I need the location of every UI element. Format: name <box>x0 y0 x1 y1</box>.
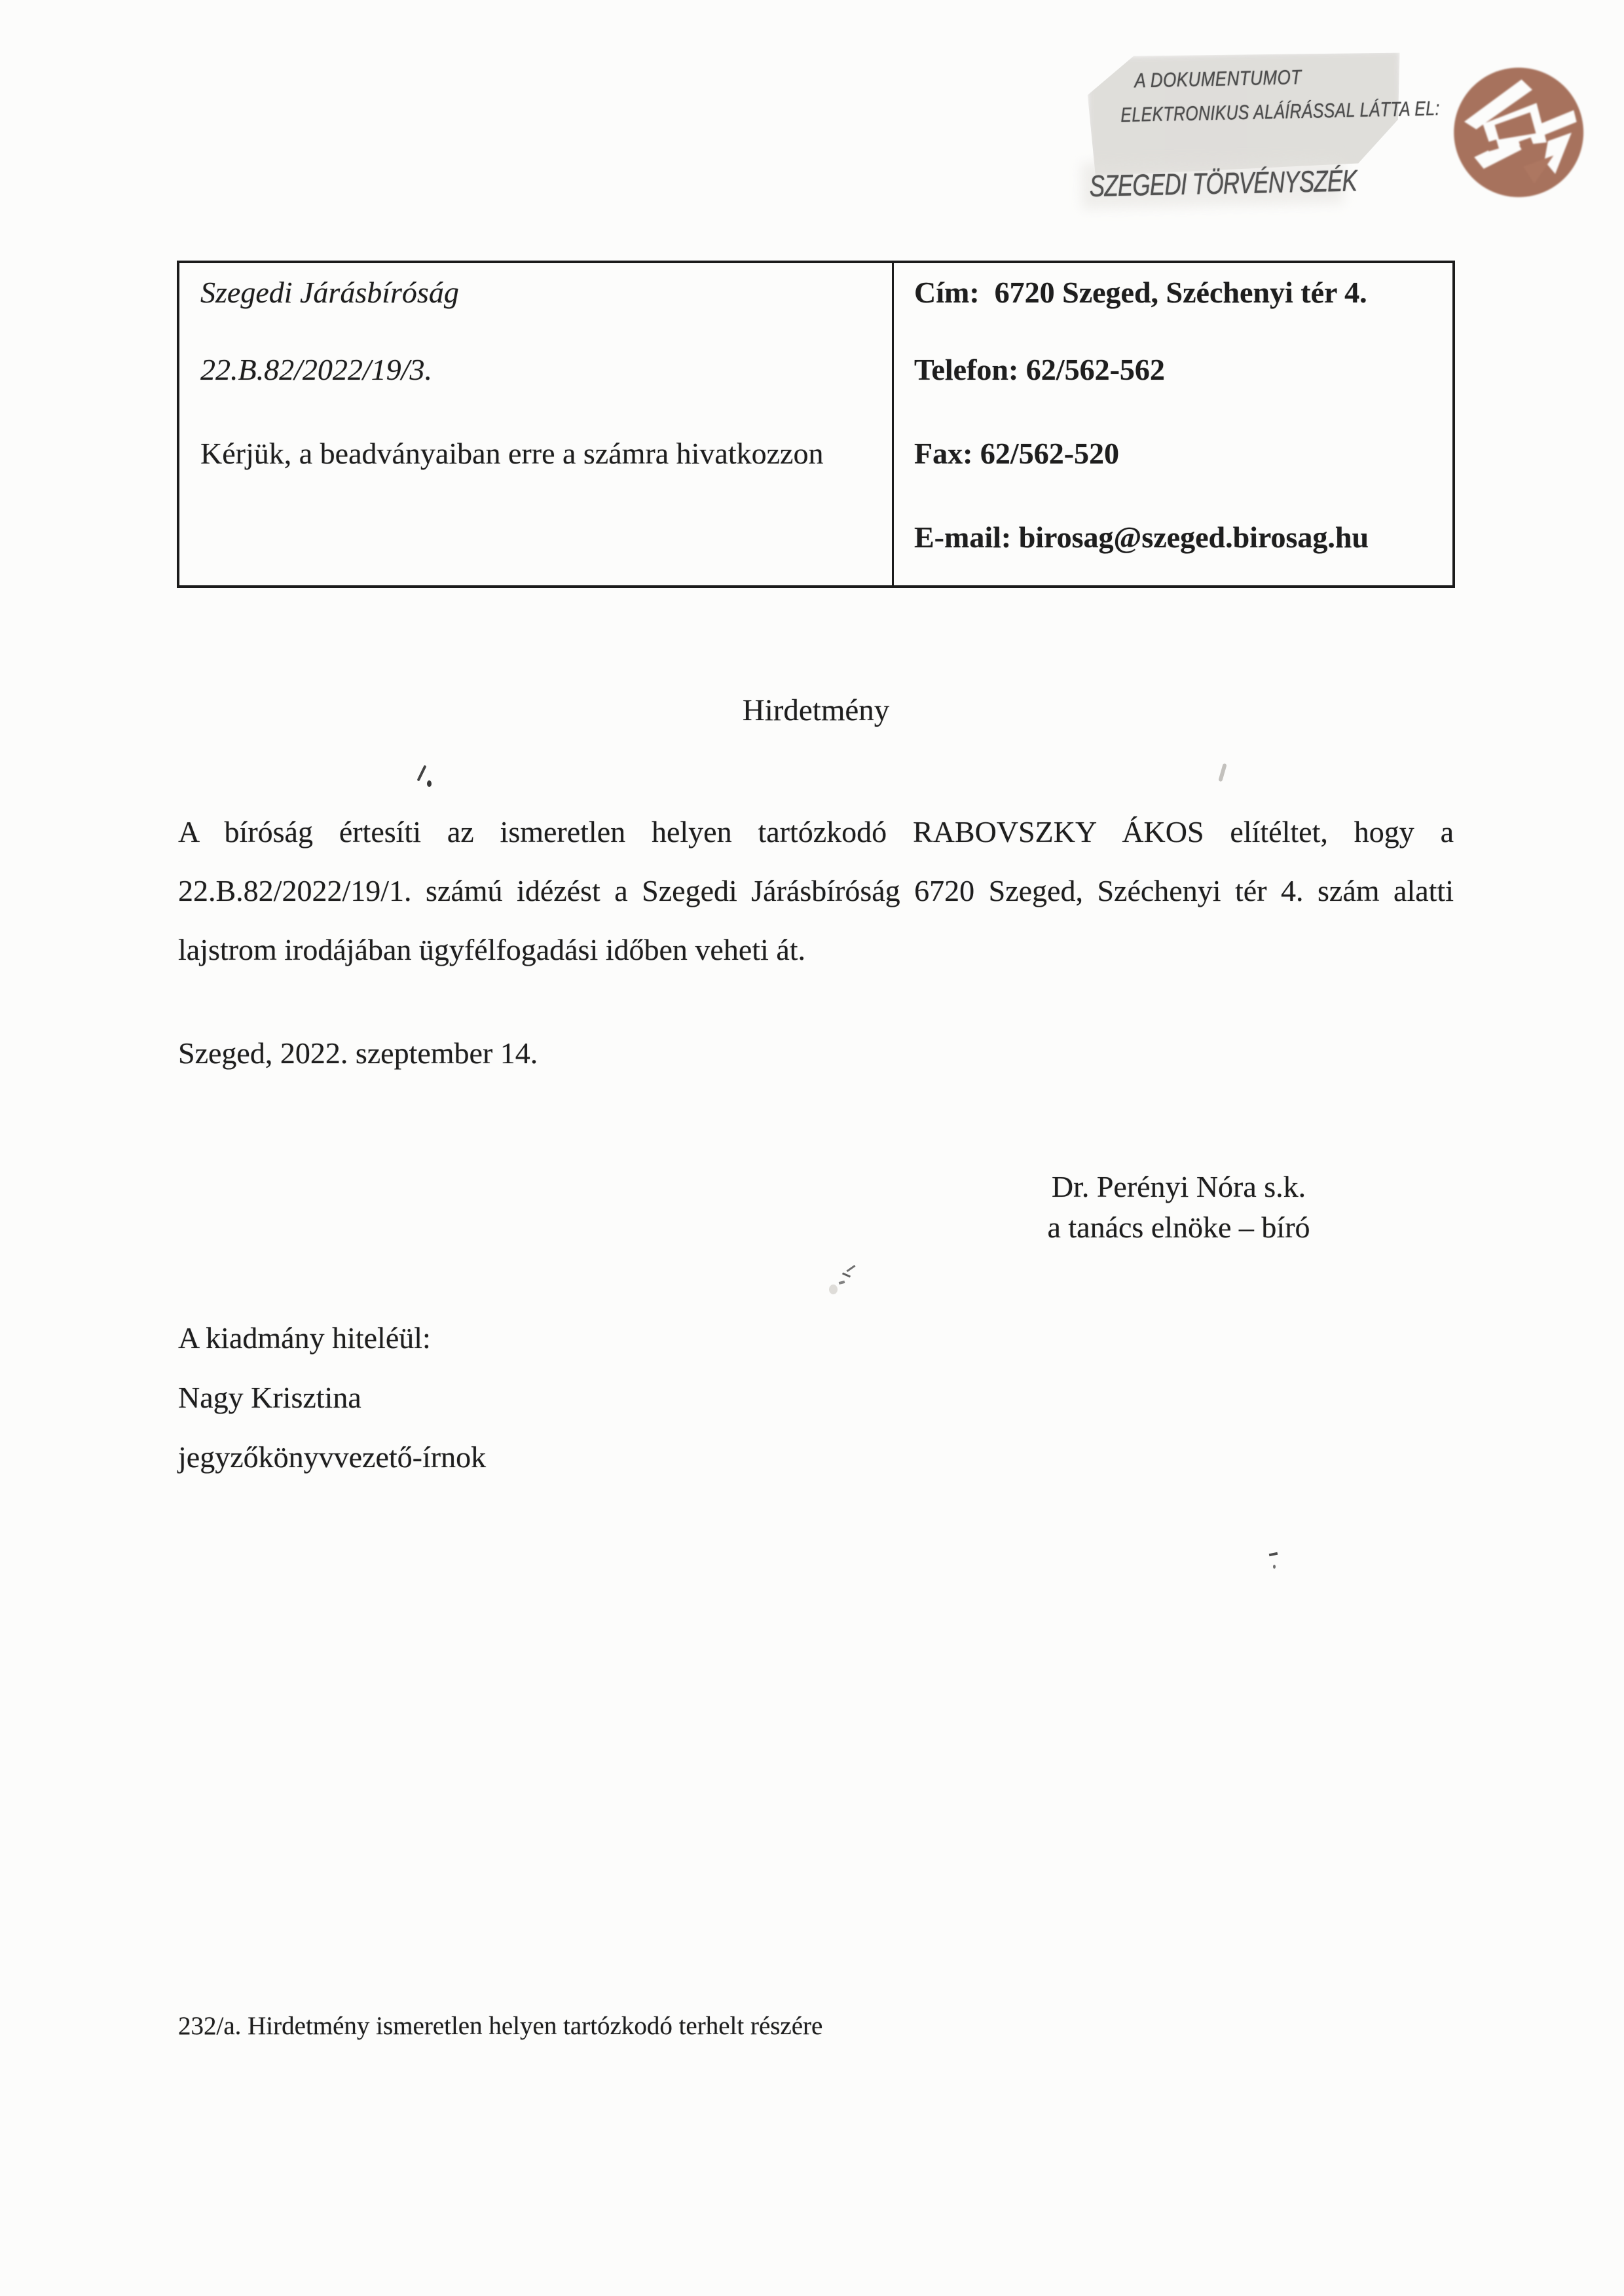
attestation-heading: A kiadmány hiteléül: <box>178 1321 431 1355</box>
notice-line-1: A bíróság értesíti az ismeretlen helyen tartózkodó RABOVSZKY ÁKOS elítéltet, hogy a <box>178 815 1454 848</box>
court-address: Cím: 6720 Szeged, Széchenyi tér 4. <box>914 276 1367 309</box>
court-header-table <box>177 261 1455 588</box>
scan-artifact <box>839 1281 845 1285</box>
scan-artifact <box>1218 763 1227 782</box>
notice-paragraph <box>178 803 1454 979</box>
court-emblem-icon <box>1447 61 1590 204</box>
reference-note: Kérjük, a beadványaiban erre a számra hivatkozzon <box>200 437 824 470</box>
date-line: Szeged, 2022. szeptember 14. <box>178 1036 538 1070</box>
clerk-name: Nagy Krisztina <box>178 1381 361 1414</box>
scan-artifact <box>829 1285 838 1294</box>
court-name: Szegedi Járásbíróság <box>200 276 459 309</box>
scan-artifact <box>1269 1552 1278 1557</box>
scan-artifact <box>417 765 427 781</box>
judge-title: a tanács elnöke – bíró <box>1047 1211 1310 1244</box>
stamp-line-2: ELEKTRONIKUS ALÁÍRÁSSAL LÁTTA EL: <box>1120 96 1441 126</box>
scan-artifact <box>846 1265 855 1272</box>
notice-line-2: 22.B.82/2022/19/1. számú idézést a Szegedi Járásbíróság 6720 Szeged, Széchenyi tér 4. szám alatti <box>178 874 1454 907</box>
stamp-court-name: SZEGEDI TÖRVÉNYSZÉK <box>1089 163 1357 203</box>
scan-artifact <box>842 1272 851 1277</box>
scan-artifact <box>427 780 432 787</box>
court-fax: Fax: 62/562-520 <box>914 437 1120 470</box>
court-phone: Telefon: 62/562-562 <box>914 353 1165 386</box>
case-number: 22.B.82/2022/19/3. <box>200 353 432 386</box>
stamp-line-1: A DOKUMENTUMOT <box>1134 65 1302 92</box>
clerk-title: jegyzőkönyvvezető-írnok <box>178 1440 487 1474</box>
court-email: E-mail: birosag@szeged.birosag.hu <box>914 520 1369 554</box>
form-number-note: 232/a. Hirdetmény ismeretlen helyen tartózkodó terhelt részére <box>178 2012 823 2040</box>
notice-line-3: lajstrom irodájában ügyfélfogadási időben veheti át. <box>178 933 806 966</box>
table-column-divider <box>892 263 894 585</box>
judge-signature-block <box>969 1167 1388 1248</box>
judge-name: Dr. Perényi Nóra s.k. <box>1051 1170 1306 1203</box>
attestation-block <box>178 1308 486 1487</box>
electronic-signature-stamp <box>0 0 1624 301</box>
document-title: Hirdetmény <box>742 693 890 727</box>
scan-artifact <box>1273 1565 1276 1569</box>
